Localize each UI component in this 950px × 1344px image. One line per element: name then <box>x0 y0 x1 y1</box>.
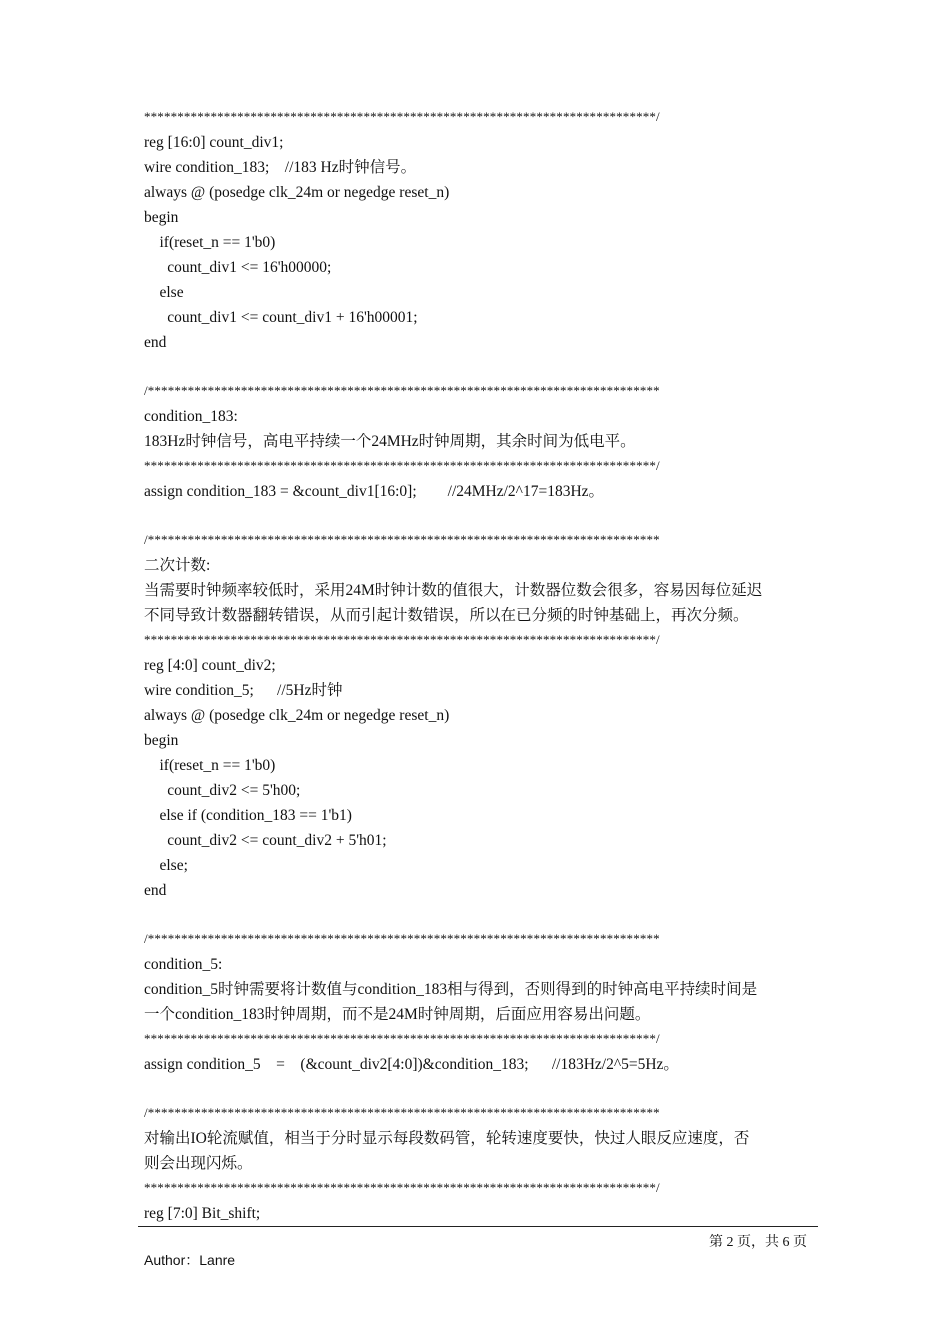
text-line: count_div2 <= 5'h00; <box>144 782 301 799</box>
text-line: assign condition_5 = (&count_div2[4:0])&condition_183; //183Hz/2^5=5Hz。 <box>144 1056 679 1073</box>
text-line: assign condition_183 = &count_div1[16:0]; //24MHz/2^17=183Hz。 <box>144 483 605 500</box>
comment-border-line: /***************************************************************************** <box>144 931 660 946</box>
text-line: count_div2 <= count_div2 + 5'h01; <box>144 832 387 849</box>
footer-divider <box>138 1226 818 1227</box>
text-line: always @ (posedge clk_24m or negedge reset_n) <box>144 184 450 201</box>
text-line: 当需要时钟频率较低时，采用24M时钟计数的值很大，计数器位数会很多，容易因每位延迟 <box>144 582 763 599</box>
text-line: 183Hz时钟信号，高电平持续一个24MHz时钟周期，其余时间为低电平。 <box>144 433 636 450</box>
page-number: 第 2 页，共 6 页 <box>709 1235 807 1250</box>
text-line: 对输出IO轮流赋值，相当于分时显示每段数码管，轮转速度要快，快过人眼反应速度，否 <box>144 1130 750 1147</box>
text-line: 不同导致计数器翻转错误，从而引起计数错误，所以在已分频的时钟基础上，再次分频。 <box>144 607 749 624</box>
text-line: condition_5时钟需要将计数值与condition_183相与得到，否则得到的时钟高电平持续时间是 <box>144 981 758 998</box>
text-line: reg [7:0] Bit_shift; <box>144 1205 261 1222</box>
comment-border-line: /***************************************************************************** <box>144 1105 660 1120</box>
comment-border-line: *****************************************************************************/ <box>144 632 660 647</box>
comment-border-line: *****************************************************************************/ <box>144 109 660 124</box>
text-line: begin <box>144 209 179 226</box>
text-line: 一个condition_183时钟周期，而不是24M时钟周期，后面应用容易出问题。 <box>144 1006 651 1023</box>
comment-border-line: *****************************************************************************/ <box>144 458 660 473</box>
text-line: count_div1 <= 16'h00000; <box>144 259 332 276</box>
text-line: reg [4:0] count_div2; <box>144 657 276 674</box>
text-line: always @ (posedge clk_24m or negedge reset_n) <box>144 707 450 724</box>
text-line: end <box>144 882 167 899</box>
text-line: else if (condition_183 == 1'b1) <box>144 807 352 824</box>
text-line: begin <box>144 732 179 749</box>
text-line: count_div1 <= count_div1 + 16'h00001; <box>144 309 418 326</box>
text-line: wire condition_5; //5Hz时钟 <box>144 682 343 699</box>
text-line: 二次计数: <box>144 557 211 574</box>
text-line: wire condition_183; //183 Hz时钟信号。 <box>144 159 417 176</box>
comment-border-line: *****************************************************************************/ <box>144 1031 660 1046</box>
comment-border-line: *****************************************************************************/ <box>144 1180 660 1195</box>
author-label: Author：Lanre <box>144 1252 236 1268</box>
comment-border-line: /***************************************************************************** <box>144 383 660 398</box>
text-line: end <box>144 334 167 351</box>
text-line: reg [16:0] count_div1; <box>144 134 284 151</box>
text-line: 则会出现闪烁。 <box>144 1155 253 1172</box>
text-line: else <box>144 284 184 301</box>
comment-border-line: /***************************************************************************** <box>144 532 660 547</box>
text-line: condition_183: <box>144 408 238 425</box>
text-line: if(reset_n == 1'b0) <box>144 757 276 774</box>
text-line: condition_5: <box>144 956 223 973</box>
text-line: if(reset_n == 1'b0) <box>144 234 276 251</box>
text-line: else; <box>144 857 188 874</box>
